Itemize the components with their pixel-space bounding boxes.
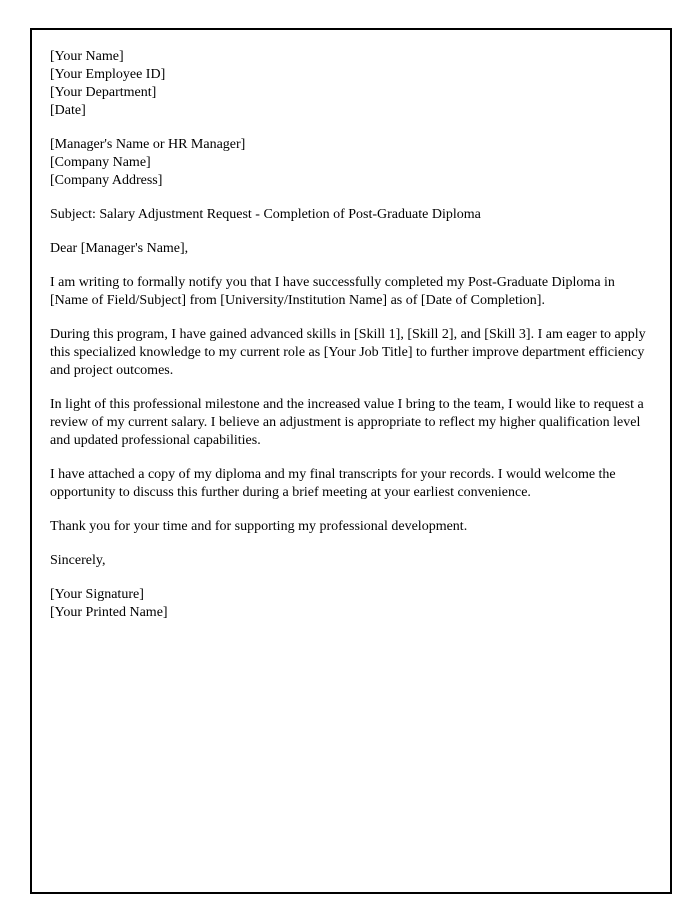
body-paragraph-1: I am writing to formally notify you that I have successfully completed my Post-Graduate Diploma in [Name of Field/Subject] from [University/Institution Name] as of [Date of Completion].: [50, 275, 615, 308]
recipient-manager-line: [Manager's Name or HR Manager]: [50, 137, 246, 152]
sender-name-line: [Your Name]: [50, 49, 124, 64]
printed-name-line: [Your Printed Name]: [50, 605, 168, 620]
letter-date-line: [Date]: [50, 103, 86, 118]
signature-line: [Your Signature]: [50, 587, 144, 602]
sender-block: [50, 48, 652, 120]
body-paragraph-3: In light of this professional milestone and the increased value I bring to the team, I would like to request a review of my current salary. I believe an adjustment is appropriate to reflect my higher qualification level and updated professional capabilities.: [50, 397, 644, 448]
recipient-company-address-line: [Company Address]: [50, 173, 163, 188]
subject-line: Subject: Salary Adjustment Request - Completion of Post-Graduate Diploma: [50, 207, 481, 222]
letter-page: [30, 28, 672, 894]
sender-department-line: [Your Department]: [50, 85, 157, 100]
body-paragraph-4: I have attached a copy of my diploma and my final transcripts for your records. I would welcome the opportunity to discuss this further during a brief meeting at your earliest convenience.: [50, 467, 616, 500]
salutation: Dear [Manager's Name],: [50, 241, 189, 256]
body-paragraph-5: Thank you for your time and for supporting my professional development.: [50, 519, 468, 534]
body-paragraph-2: During this program, I have gained advanced skills in [Skill 1], [Skill 2], and [Skill 3]. I am eager to apply this specialized knowledge to my current role as [Your Job Title] to further improve department efficiency and project outcomes.: [50, 327, 646, 378]
recipient-block: [50, 136, 652, 190]
closing: Sincerely,: [50, 553, 106, 568]
recipient-company-name-line: [Company Name]: [50, 155, 151, 170]
sender-employee-id-line: [Your Employee ID]: [50, 67, 166, 82]
signature-block: [50, 586, 652, 622]
